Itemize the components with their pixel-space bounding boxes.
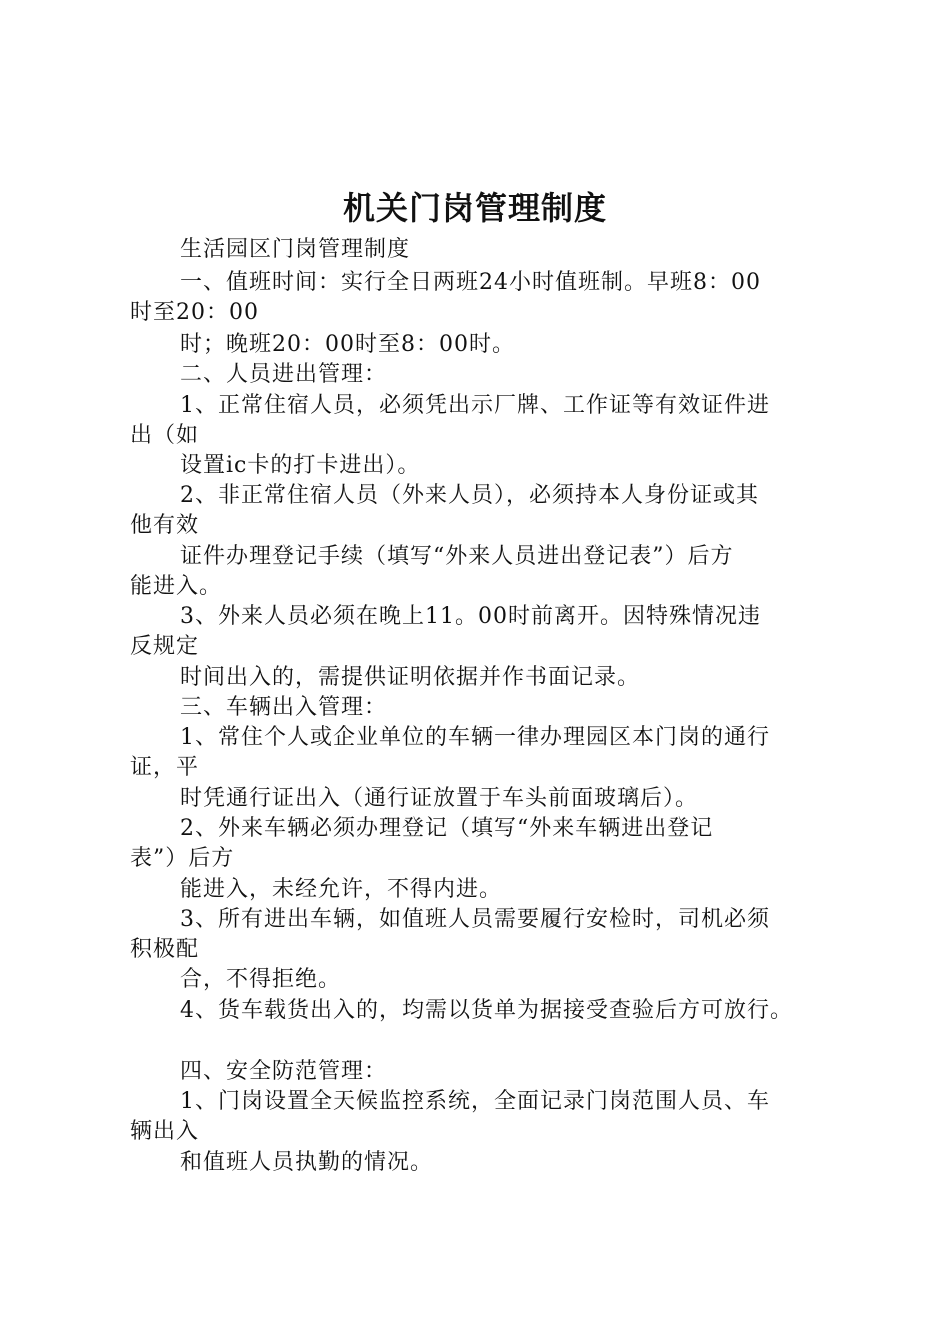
- paragraph-line: 积极配: [130, 937, 200, 962]
- paragraph-line: 出（如: [130, 423, 200, 448]
- paragraph-line: 时凭通行证出入（通行证放置于车头前面玻璃后）。: [180, 786, 699, 811]
- paragraph-line: 2、非正常住宿人员（外来人员），必须持本人身份证或其: [180, 483, 759, 508]
- paragraph-line: 1、门岗设置全天候监控系统，全面记录门岗范围人员、车: [180, 1089, 770, 1114]
- paragraph-line: 和值班人员执勤的情况。: [180, 1150, 434, 1175]
- paragraph-line: 证，平: [130, 755, 200, 780]
- paragraph-line: 辆出入: [130, 1119, 200, 1144]
- paragraph-line: 3、所有进出车辆，如值班人员需要履行安检时，司机必须: [180, 907, 770, 932]
- paragraph-line: 2、外来车辆必须办理登记（填写“外来车辆进出登记: [180, 816, 714, 841]
- paragraph-line: 证件办理登记手续（填写“外来人员进出登记表”）后方: [180, 544, 734, 569]
- paragraph-line: 合，不得拒绝。: [180, 967, 342, 992]
- paragraph-line: 设置ic卡的打卡进出）。: [180, 453, 421, 478]
- paragraph-line: 表”）后方: [130, 846, 235, 871]
- paragraph-line: 4、货车载货出入的，均需以货单为据接受查验后方可放行。: [180, 998, 793, 1023]
- paragraph-line: 生活园区门岗管理制度: [180, 237, 411, 262]
- paragraph-line: 时间出入的，需提供证明依据并作书面记录。: [180, 665, 641, 690]
- paragraph-line: 时；晚班20：00时至8：00时。: [180, 332, 515, 357]
- paragraph-line: 1、常住个人或企业单位的车辆一律办理园区本门岗的通行: [180, 725, 770, 750]
- document-title: 机关门岗管理制度: [342, 189, 607, 227]
- paragraph-line: 三、车辆出入管理：: [180, 695, 388, 720]
- paragraph-line: 二、人员进出管理：: [180, 362, 388, 387]
- paragraph-line: 他有效: [130, 513, 200, 538]
- paragraph-line: 反规定: [130, 634, 200, 659]
- paragraph-line: 一、值班时间：实行全日两班24小时值班制。早班8：00: [180, 270, 761, 295]
- paragraph-line: 1、正常住宿人员，必须凭出示厂牌、工作证等有效证件进: [180, 393, 770, 418]
- paragraph-line: 四、安全防范管理：: [180, 1059, 388, 1084]
- paragraph-line: 能进入，未经允许，不得内进。: [180, 877, 503, 902]
- paragraph-line: 3、外来人员必须在晚上11。00时前离开。因特殊情况违: [180, 604, 761, 629]
- paragraph-line: 时至20：00: [130, 300, 259, 325]
- paragraph-line: 能进入。: [130, 574, 223, 599]
